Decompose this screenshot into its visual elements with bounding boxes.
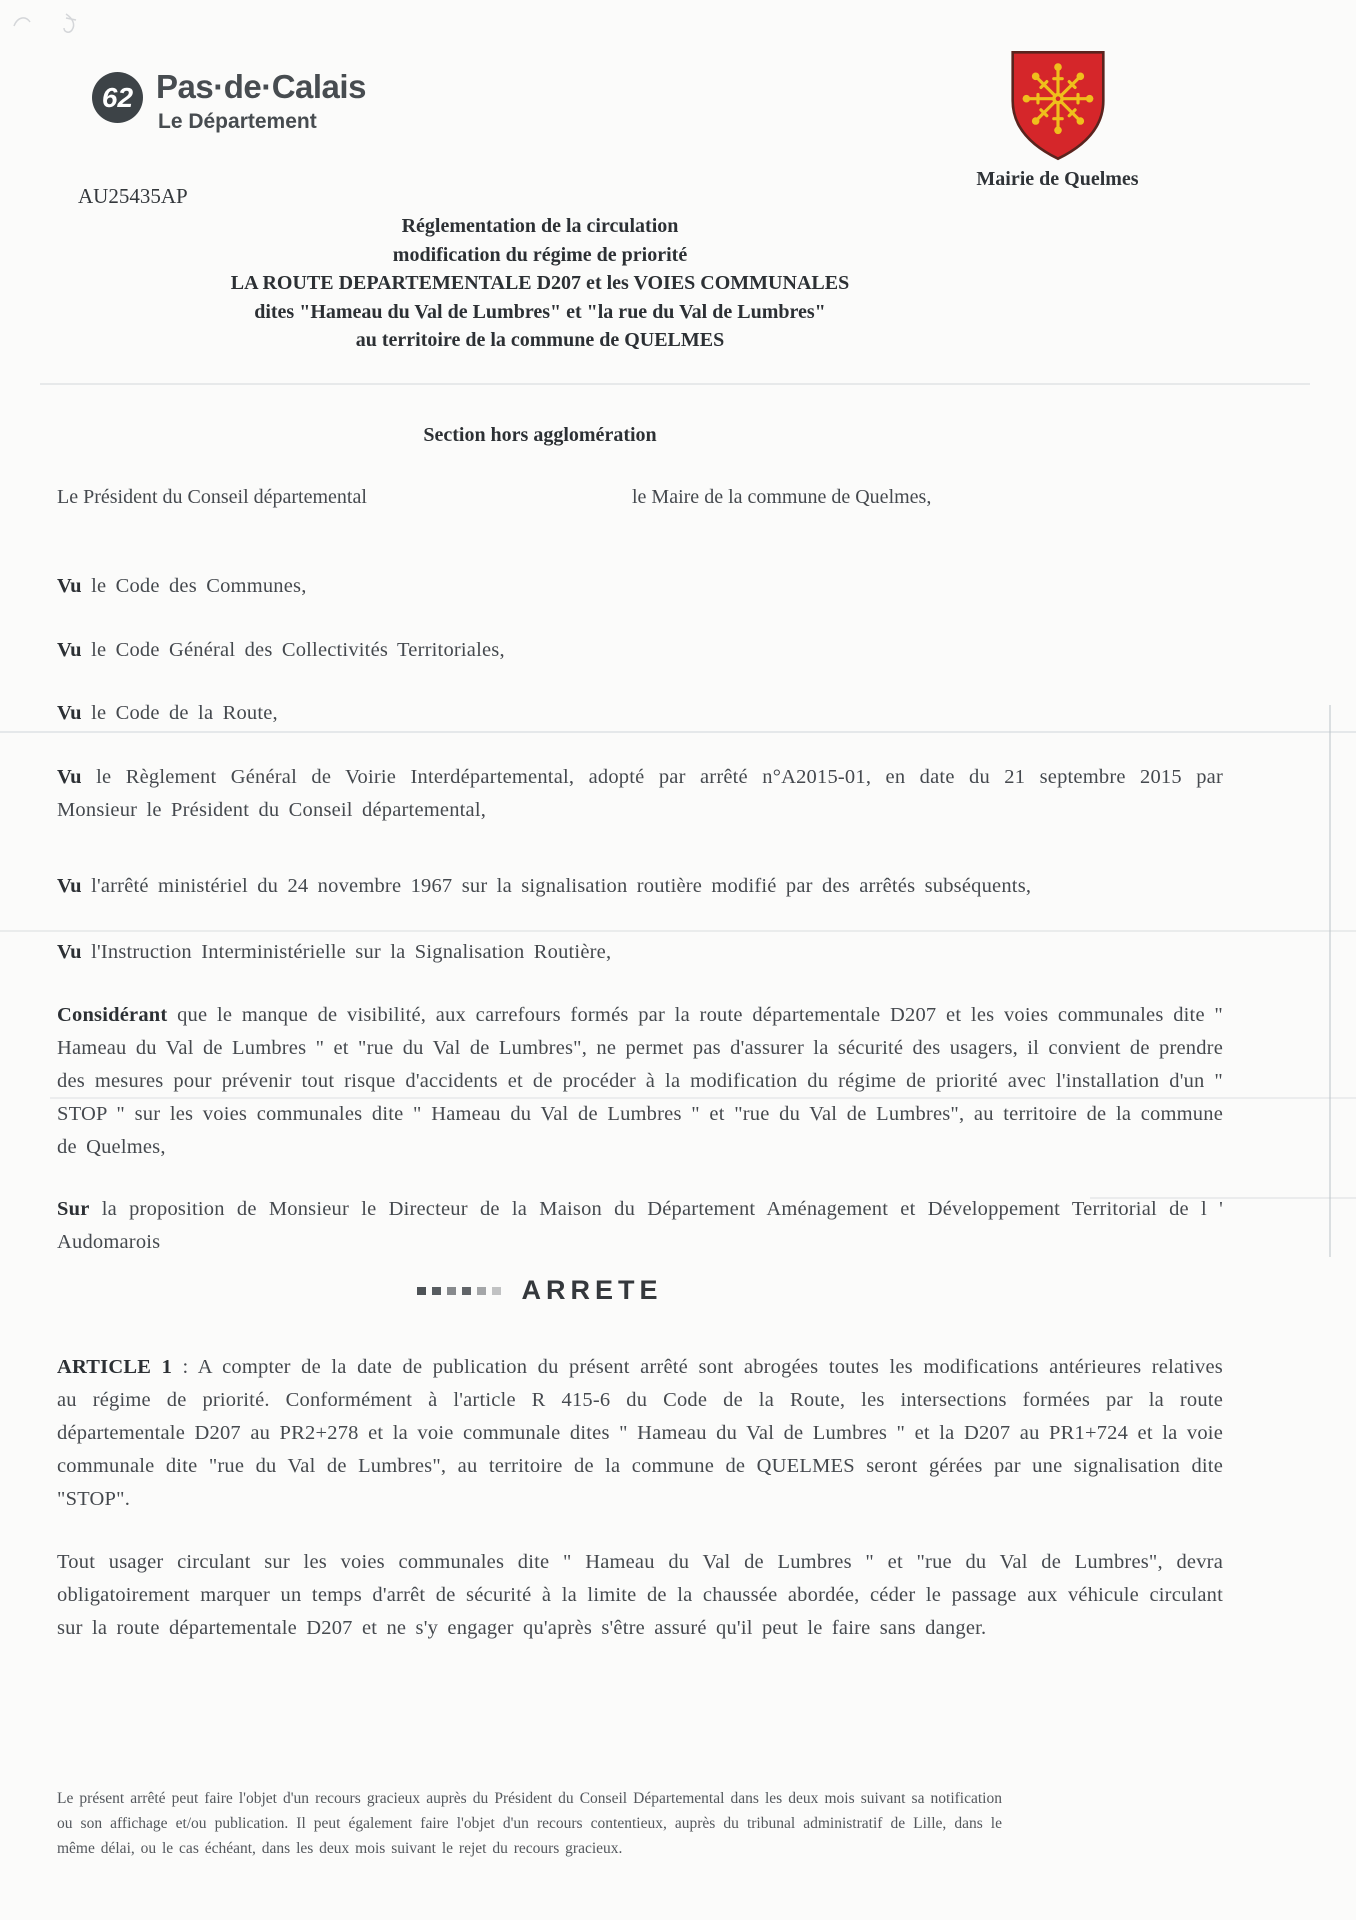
coat-of-arms-caption: Mairie de Quelmes	[976, 168, 1139, 190]
sur-paragraph: Sur la proposition de Monsieur le Directeur de la Maison du Département Aménagement et Développement Territorial de l ' Audomarois	[57, 1197, 1224, 1253]
logo-number: 62	[101, 81, 134, 113]
article-1-paragraph: ARTICLE 1 : A compter de la date de publication du présent arrêté sont abrogées toutes les modifications antérieures relatives au régime de priorité. Conformément à l'article R 415-6 du Code de la Route, les intersections formées par la route départementale D207 au PR2+278 et la voie communale dites " Hameau du Val de Lumbres " et la D207 au PR1+724 et la voie communale dite "rue du Val de Lumbres", au territoire de la commune de QUELMES seront gérées par une signalisation dite "STOP".	[57, 1355, 1223, 1510]
visa-paragraph-2: Vu le Code Général des Collectivités Territoriales,	[57, 638, 505, 661]
scan-artifact-line	[0, 930, 1356, 932]
article-1-paragraph-2: Tout usager circulant sur les voies communales dite " Hameau du Val de Lumbres " et "rue du Val de Lumbres", devra obligatoirement marquer un temps d'arrêt de sécurité à la limite de la chaussée abordée, céder le passage aux véhicule circulant sur la route départementale D207 et ne s'y engager qu'après s'être assuré qu'il peut le faire sans danger.	[57, 1550, 1223, 1639]
department-logo-name: Pas·de·Calais	[156, 68, 366, 105]
coat-of-arms	[950, 46, 1165, 191]
document-title	[0, 212, 1080, 355]
arrete-heading	[0, 1275, 1080, 1306]
scan-artifact-line	[0, 731, 1356, 733]
visa-paragraph-5: Vu l'arrêté ministériel du 24 novembre 1967 sur la signalisation routière modifié par des arrêtés subséquents,	[57, 874, 1032, 897]
logo-62-badge	[92, 72, 143, 123]
title-line-4: dites "Hameau du Val de Lumbres" et "la rue du Val de Lumbres"	[254, 300, 826, 323]
visa-paragraph-6: Vu l'Instruction Interministérielle sur la Signalisation Routière,	[57, 940, 612, 963]
document-reference: AU25435AP	[78, 184, 188, 208]
section-heading: Section hors agglomération	[423, 424, 657, 446]
arrete-heading-label: ARRETE	[521, 1275, 663, 1305]
authority-right: le Maire de la commune de Quelmes,	[632, 486, 932, 508]
visa-paragraph-1: Vu le Code des Communes,	[57, 574, 307, 597]
considerant-paragraph: Considérant que le manque de visibilité, aux carrefours formés par la route départementale D207 et les voies communales dite " Hameau du Val de Lumbres " et "rue du Val de Lumbres", ne permet pas d'assurer la sécurité des usagers, il convient de prendre des mesures pour prévenir tout risque d'accidents et de procéder à la modification du régime de priorité avec l'installation d'un " STOP " sur les voies communales dite " Hameau du Val de Lumbres " et "rue du Val de Lumbres", au territoire de la commune de Quelmes,	[57, 1003, 1224, 1158]
authority-left: Le Président du Conseil départemental	[57, 486, 367, 508]
arrete-dots	[417, 1287, 501, 1295]
title-line-2: modification du régime de priorité	[392, 243, 688, 266]
scan-artifact-line	[40, 383, 1310, 385]
visa-paragraph-3: Vu le Code de la Route,	[57, 701, 278, 724]
scan-artifact-line	[1329, 705, 1331, 1257]
title-line-5: au territoire de la commune de QUELMES	[355, 329, 725, 351]
visa-paragraph-4: Vu le Règlement Général de Voirie Interdépartemental, adopté par arrêté n°A2015-01, en date du 21 septembre 2015 par Monsieur le Président du Conseil départemental,	[57, 765, 1223, 821]
quelmes-shield-icon	[1004, 46, 1112, 164]
footer-note: Le présent arrêté peut faire l'objet d'un recours gracieux auprès du Président du Conseil Départemental dans les deux mois suivant sa notification ou son affichage et/ou publication. Il peut également faire l'objet d'un recours contentieux, auprès du tribunal administratif de Lille, dans le même délai, ou le cas échéant, dans les deux mois suivant le rejet du recours gracieux.	[57, 1790, 1002, 1857]
title-line-3: LA ROUTE DEPARTEMENTALE D207 et les VOIES COMMUNALES	[230, 272, 850, 294]
title-line-1: Réglementation de la circulation	[401, 215, 679, 237]
department-logo-subtitle: Le Département	[158, 110, 317, 133]
pencil-marks	[8, 6, 98, 40]
